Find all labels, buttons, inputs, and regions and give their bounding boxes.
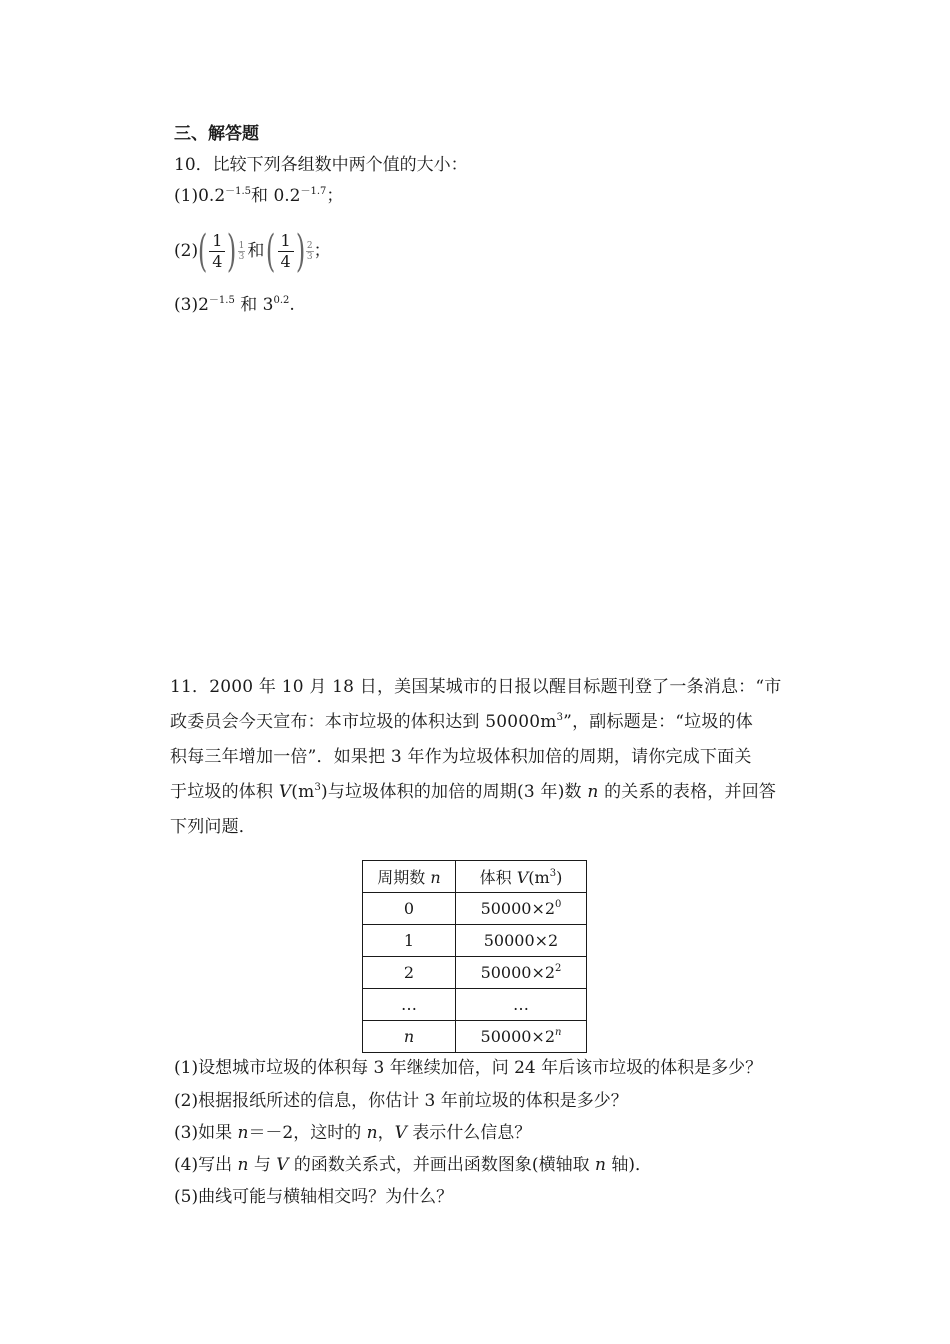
- exp2-num: 2: [306, 241, 313, 251]
- subq-4-var-n: n: [237, 1155, 249, 1175]
- q10-part2-frac1: [209, 231, 225, 272]
- header-period-text: 周期数: [377, 868, 431, 887]
- exp2-den: 3: [306, 252, 313, 262]
- q11-line3: 积每三年增加一倍”．如果把 3 年作为垃圾体积加倍的周期，请你完成下面关: [170, 747, 752, 767]
- q10-part2-term1: ( $\frac{1}{4}$ ) $\frac{1}{3}$: [197, 225, 245, 277]
- table-header-row: [363, 861, 587, 893]
- q10-part2-exp1: [238, 241, 246, 262]
- q10-part1-end: ；: [326, 186, 344, 206]
- subq-3-a: (3)如果: [174, 1123, 238, 1143]
- header-volume-unit-a: (m: [528, 868, 550, 887]
- q11-line2-exp: 3: [556, 712, 564, 723]
- q10-part2-frac2: [278, 231, 294, 272]
- cell-period: 1: [363, 925, 456, 957]
- frac1-den: 4: [212, 252, 223, 271]
- q10-part1-a-exp: －1.5: [225, 186, 252, 197]
- q10-part3: [174, 293, 295, 317]
- q10-part2-exp2: [306, 241, 314, 262]
- header-volume-var: V: [516, 868, 529, 887]
- table-row: [363, 989, 587, 1021]
- header-volume-unit-exp: 3: [549, 868, 557, 879]
- subq-4-c: 的函数关系式，并画出函数图象(横轴取: [288, 1155, 595, 1175]
- header-period-var: n: [430, 868, 441, 887]
- q11-line4-exp: 3: [314, 782, 322, 793]
- cell-volume: [456, 957, 587, 989]
- header-period: [363, 861, 456, 893]
- table-row: [363, 925, 587, 957]
- cell-volume-exp: 0: [555, 899, 562, 910]
- q10-part3-a-base: 2: [198, 295, 209, 315]
- cell-period: 2: [363, 957, 456, 989]
- subq-5: (5)曲线可能与横轴相交吗？为什么？: [174, 1187, 454, 1207]
- subq-2: (2)根据报纸所述的信息，你估计 3 年前垃圾的体积是多少？: [174, 1091, 628, 1111]
- subq-3-c: ，: [377, 1123, 395, 1143]
- q11-line4-var-n: n: [587, 782, 599, 802]
- subq-3-b: ＝－2，这时的: [248, 1123, 367, 1143]
- q10-part3-a-exp: －1.5: [208, 295, 235, 306]
- table-row: [363, 1021, 587, 1053]
- q10-part1-a-base: 0.2: [198, 186, 226, 206]
- header-volume-text: 体积: [479, 868, 517, 887]
- subq-3-d: 表示什么信息？: [406, 1123, 532, 1143]
- q11-line2: [170, 705, 820, 740]
- subq-3-var-n: n: [237, 1123, 249, 1143]
- exp1-num: 1: [238, 241, 245, 251]
- period-volume-table: [362, 860, 587, 1053]
- q10-part1-b-exp: －1.7: [300, 186, 327, 197]
- cell-period: 0: [363, 893, 456, 925]
- q10-part2-label: (2): [174, 241, 199, 261]
- cell-volume: [456, 893, 587, 925]
- q11-line1: 11．2000 年 10 月 18 日，美国某城市的日报以醒目标题刊登了一条消息：“市: [170, 677, 782, 697]
- q10-part1-conj: 和: [251, 186, 269, 206]
- table-row: [363, 957, 587, 989]
- exp1-den: 3: [238, 252, 245, 262]
- q10-part3-b-exp: 0.2: [273, 295, 290, 306]
- subq-3-var-v: V: [394, 1123, 407, 1143]
- cell-volume-base: 50000×2: [480, 963, 556, 982]
- cell-volume: …: [456, 989, 587, 1021]
- q11-line4-b: (m: [291, 782, 315, 802]
- cell-period: [363, 1021, 456, 1053]
- header-volume: [456, 861, 587, 893]
- subq-3-var-n2: n: [366, 1123, 378, 1143]
- subq-4-var-n2: n: [594, 1155, 606, 1175]
- header-volume-unit-b: ): [556, 868, 563, 887]
- q11-line4-var-v: V: [278, 782, 292, 802]
- q10-intro: 10．比较下列各组数中两个值的大小：: [174, 155, 468, 175]
- q10-part3-b-base: 3: [262, 295, 274, 315]
- q10-part3-label: (3): [174, 295, 199, 315]
- q10-part1: [174, 184, 343, 208]
- subq-4: [174, 1153, 652, 1177]
- q10-part2: [174, 222, 331, 280]
- subq-1: (1)设想城市垃圾的体积每 3 年继续加倍，问 24 年后该市垃圾的体积是多少？: [174, 1058, 763, 1078]
- table-row: [363, 893, 587, 925]
- cell-volume-base: 50000×2: [483, 931, 559, 950]
- q11-line4-c: )与垃圾体积的加倍的周期(3 年)数: [321, 782, 588, 802]
- frac1-num: 1: [209, 231, 225, 252]
- q10-part3-end: .: [289, 295, 295, 315]
- q11-line5: 下列问题．: [170, 817, 256, 837]
- frac2-den: 4: [280, 252, 291, 271]
- q11-line2-a: 政委员会今天宣布：本市垃圾的体积达到 50000m: [170, 712, 557, 732]
- cell-volume: [456, 925, 587, 957]
- subq-4-d: 轴)．: [605, 1155, 652, 1175]
- q10-part2-term2: ( $\frac{1}{4}$ ) $\frac{2}{3}$: [266, 225, 313, 277]
- cell-period-var: n: [403, 1027, 415, 1046]
- q11-paragraph: [170, 670, 820, 845]
- q10-part3-conj: 和: [240, 295, 258, 315]
- cell-volume-base: 50000×2: [480, 1027, 556, 1046]
- q11-line4-d: 的关系的表格，并回答: [598, 782, 777, 802]
- subq-4-b: 与: [248, 1155, 277, 1175]
- q11-line2-b: ”，副标题是：“垃圾的体: [563, 712, 753, 732]
- cell-period: …: [363, 989, 456, 1021]
- q10-part1-label: (1): [174, 186, 199, 206]
- frac2-num: 1: [278, 231, 294, 252]
- q10-part2-conj: 和: [247, 241, 265, 261]
- q11-line4: [170, 775, 820, 810]
- subq-4-var-v: V: [276, 1155, 289, 1175]
- q10-part2-end: ；: [313, 241, 331, 261]
- cell-volume: [456, 1021, 587, 1053]
- section-heading: 三、解答题: [174, 124, 259, 144]
- q10-part1-b-base: 0.2: [273, 186, 301, 206]
- cell-volume-exp: 2: [555, 963, 562, 974]
- subq-3: [174, 1121, 531, 1145]
- q11-line4-a: 于垃圾的体积: [170, 782, 279, 802]
- subq-4-a: (4)写出: [174, 1155, 238, 1175]
- cell-volume-exp: n: [555, 1027, 562, 1038]
- cell-volume-base: 50000×2: [480, 899, 556, 918]
